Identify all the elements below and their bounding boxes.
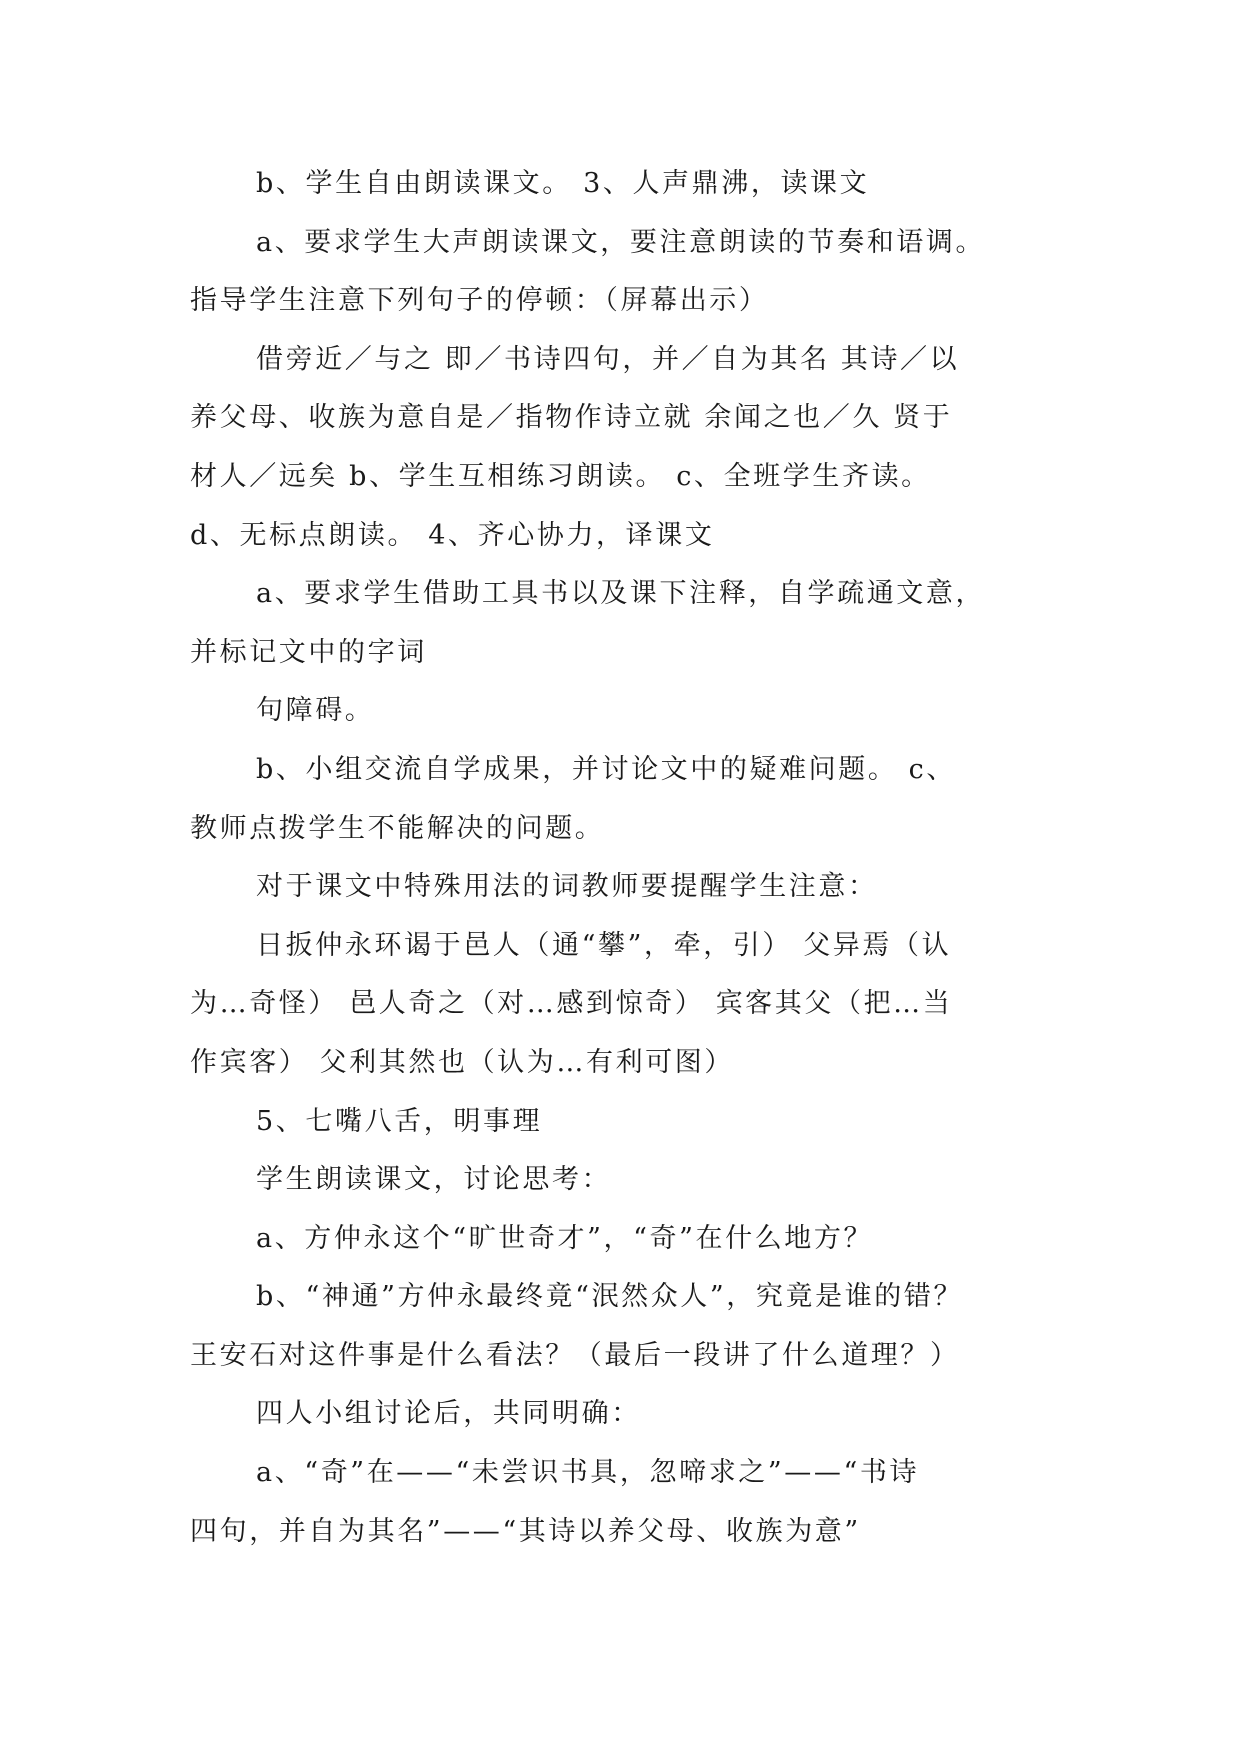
text-line: 并标记文中的字词 bbox=[190, 636, 427, 668]
text-line: 作宾客） 父利其然也（认为…有利可图） bbox=[190, 1046, 734, 1078]
text-line: 句障碍。 bbox=[256, 695, 375, 727]
document-page bbox=[190, 155, 1070, 1561]
text-line: 材人／远矣 b、学生互相练习朗读。 c、全班学生齐读。 bbox=[190, 460, 931, 492]
text-line: 教师点拨学生不能解决的问题。 bbox=[190, 812, 605, 844]
text-line: b、学生自由朗读课文。 3、人声鼎沸，读课文 bbox=[256, 168, 870, 199]
text-line: 四句，并自为其名”——“其诗以养父母、收族为意” bbox=[190, 1515, 861, 1547]
text-line: a、“奇”在——“未尝识书具，忽啼求之”——“书诗 bbox=[256, 1457, 920, 1489]
text-line: a、要求学生大声朗读课文，要注意朗读的节奏和语调。 bbox=[256, 226, 986, 258]
text-line: b、“神通”方仲永最终竟“泯然众人”，究竟是谁的错？ bbox=[256, 1281, 964, 1313]
text-line: 学生朗读课文，讨论思考： bbox=[256, 1164, 612, 1196]
text-line: 日扳仲永环谒于邑人（通“攀”，牵，引） 父异焉（认 bbox=[256, 929, 952, 961]
text-line: 5、七嘴八舌，明事理 bbox=[256, 1105, 543, 1137]
text-line: 指导学生注意下列句子的停顿：（屏幕出示） bbox=[190, 285, 769, 317]
text-line: 借旁近／与之 即／书诗四句，并／自为其名 其诗／以 bbox=[256, 343, 960, 375]
text-line: b、小组交流自学成果，并讨论文中的疑难问题。 c、 bbox=[256, 753, 956, 785]
text-line: a、方仲永这个“旷世奇才”，“奇”在什么地方？ bbox=[256, 1222, 874, 1254]
text-line: d、无标点朗读。 4、齐心协力，译课文 bbox=[190, 519, 715, 551]
text-line: 为…奇怪） 邑人奇之（对…感到惊奇） 宾客其父（把…当 bbox=[190, 988, 953, 1020]
text-line: 四人小组讨论后，共同明确： bbox=[256, 1398, 641, 1430]
text-line: 养父母、收族为意自是／指物作诗立就 余闻之也／久 贤于 bbox=[190, 402, 953, 434]
text-line: 王安石对这件事是什么看法？（最后一段讲了什么道理？） bbox=[190, 1339, 960, 1371]
text-line: a、要求学生借助工具书以及课下注释，自学疏通文意， bbox=[256, 578, 986, 610]
text-line: 对于课文中特殊用法的词教师要提醒学生注意： bbox=[256, 871, 878, 903]
